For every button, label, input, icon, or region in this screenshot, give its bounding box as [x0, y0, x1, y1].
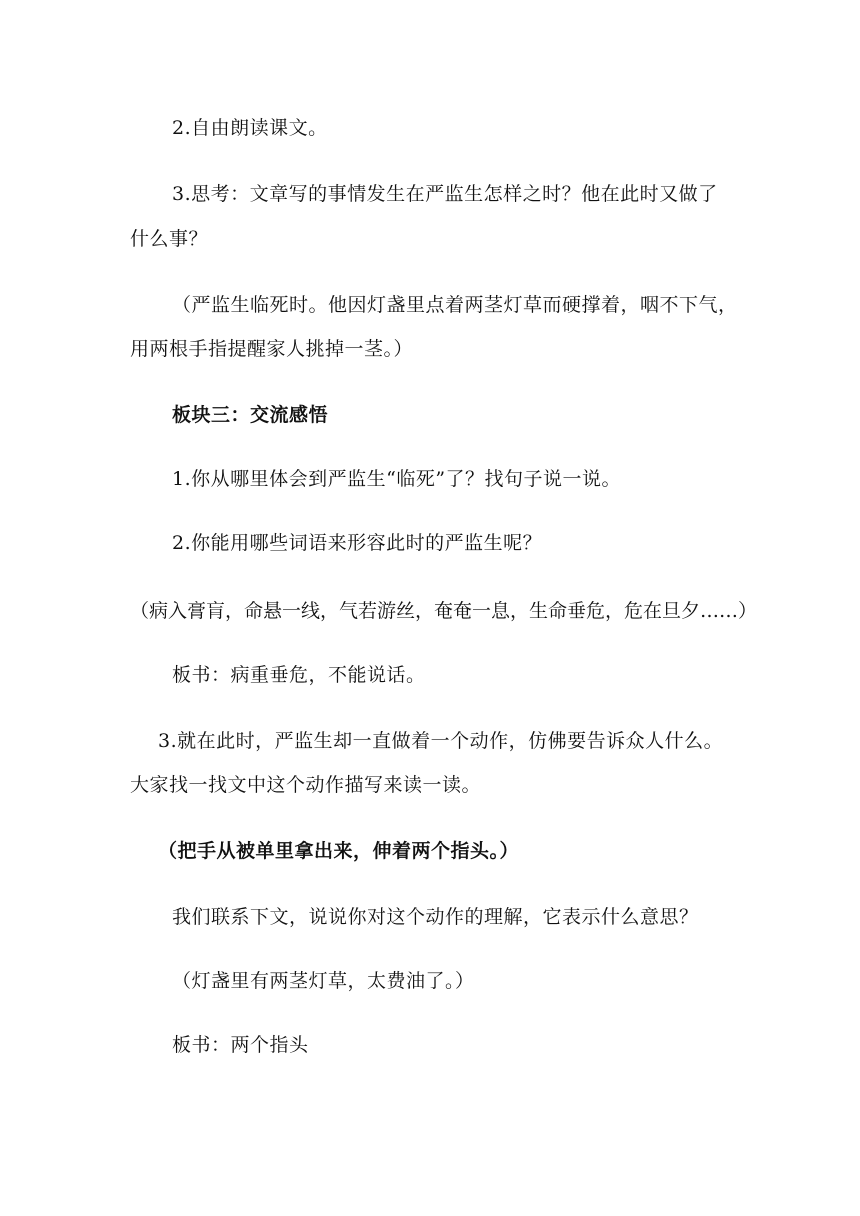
text-line-11: 3.就在此时，严监生却一直做着一个动作，仿佛要告诉众人什么。	[158, 730, 724, 752]
text-line-16: 板书：两个指头	[172, 1034, 309, 1056]
text-line-3: 什么事？	[130, 228, 209, 250]
text-line-15: （灯盏里有两茎灯草，太费油了。）	[172, 970, 475, 992]
text-line-1: 2.自由朗读课文。	[172, 117, 328, 139]
text-line-10: 板书：病重垂危，不能说话。	[172, 664, 426, 686]
text-line-12: 大家找一找文中这个动作描写来读一读。	[130, 774, 482, 796]
text-line-7: 1.你从哪里体会到严监生“临死”了？找句子说一说。	[172, 468, 622, 490]
text-line-8: 2.你能用哪些词语来形容此时的严监生呢？	[172, 532, 543, 554]
section-heading: 板块三：交流感悟	[172, 404, 329, 426]
text-line-5: 用两根手指提醒家人挑掉一茎。）	[130, 338, 414, 360]
text-line-2: 3.思考：文章写的事情发生在严监生怎样之时？他在此时又做了	[172, 183, 718, 205]
text-line-9: （病入膏肓，命悬一线，气若游丝，奄奄一息，生命垂危，危在旦夕……）	[130, 600, 758, 622]
text-line-4: （严监生临死时。他因灯盏里点着两茎灯草而硬撑着，咽不下气，	[172, 294, 738, 316]
text-line-14: 我们联系下文，说说你对这个动作的理解，它表示什么意思？	[172, 906, 699, 928]
text-line-13: （把手从被单里拿出来，伸着两个指头。）	[158, 840, 520, 862]
